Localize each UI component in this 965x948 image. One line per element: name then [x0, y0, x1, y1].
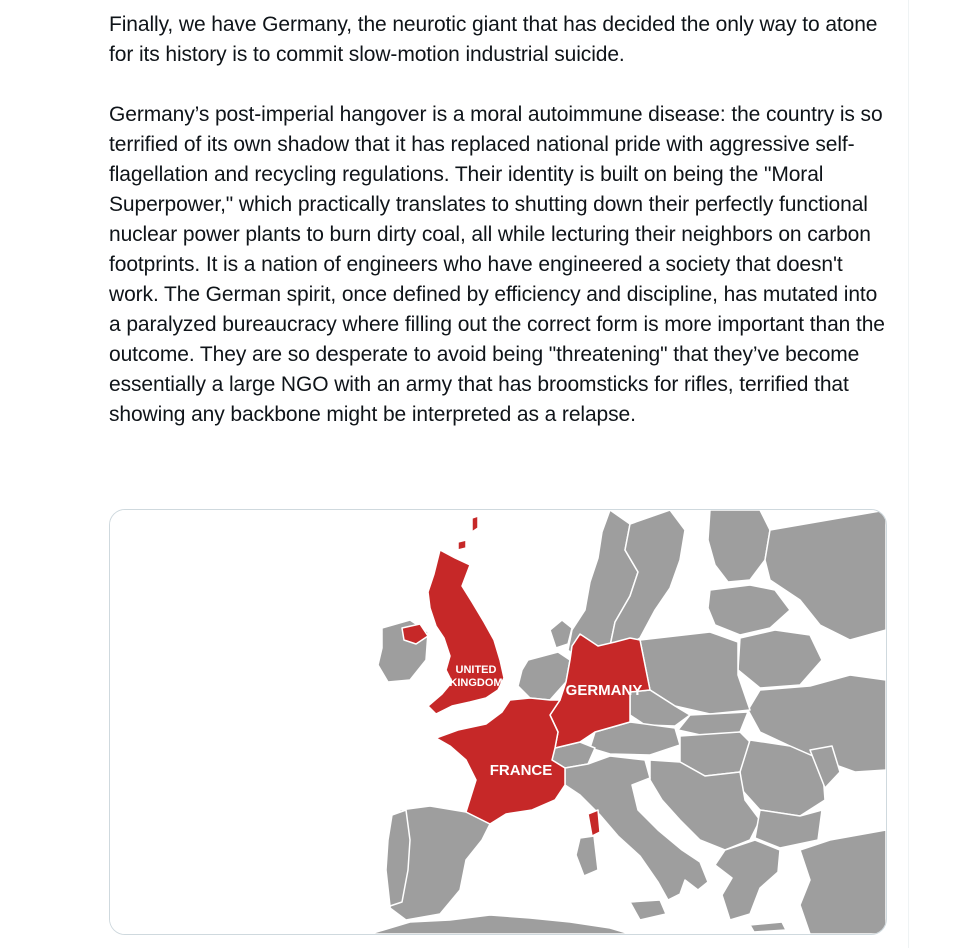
- post-image-map[interactable]: [109, 509, 887, 935]
- post-paragraph-1: Finally, we have Germany, the neurotic giant that has decided the only way to atone for its history is to commit slow-motion industrial suicide.: [109, 13, 878, 66]
- post-text: [109, 10, 894, 460]
- map-orkney: [458, 540, 466, 550]
- label-uk-line1: UNITED: [455, 664, 497, 676]
- europe-map: [110, 510, 886, 934]
- label-france: FRANCE: [489, 762, 553, 779]
- post-paragraph-2: Germany’s post-imperial hangover is a moral autoimmune disease: the country is so terrified of its own shadow that it has replaced national pride with aggressive self-flagellation and recycling regulations. Their identity is built on being the "Moral Superpower," which practically translates to shutting down their perfectly functional nuclear power plants to burn dirty coal, all while lecturing their neighbors on carbon footprints. It is a nation of engineers who have engineered a society that doesn't work. The German spirit, once defined by efficiency and discipline, has mutated into a paralyzed bureaucracy where filling out the correct form is more important than the outcome. They are so desperate to avoid being "threatening" that they’ve become essentially a large NGO with an army that has broomsticks for rifles, terrified that showing any backbone might be interpreted as a relapse.: [109, 103, 885, 426]
- map-turkey: [800, 830, 886, 934]
- label-uk-line2: KINGDOM: [449, 677, 503, 689]
- timeline-divider: [908, 0, 909, 948]
- label-germany: GERMANY: [565, 682, 643, 699]
